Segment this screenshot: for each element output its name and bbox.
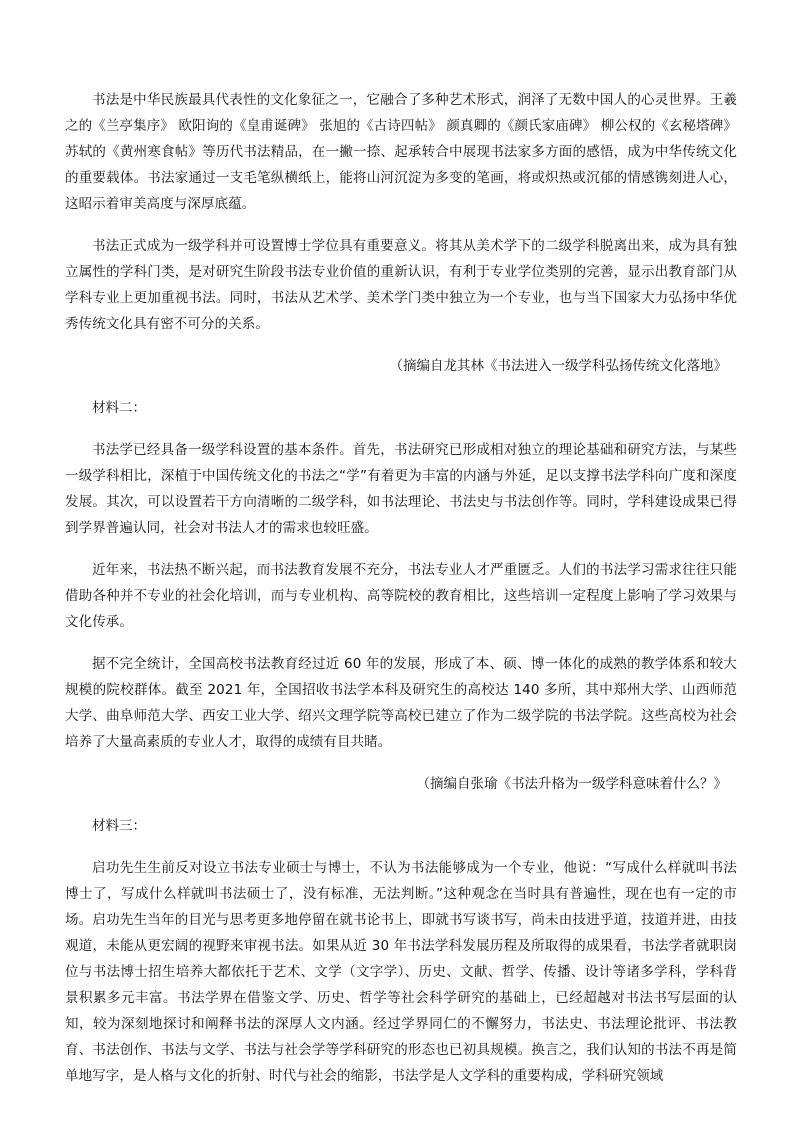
paragraph-5: 据不完全统计，全国高校书法教育经过近 60 年的发展，形成了本、硕、博一体化的成熟的教学体系和较大规模的院校群体。截至 2021 年，全国招收书法学本科及研究生的高校达 140 多所，其中郑州大学、山西师范大学、曲阜师范大学、西安工业大学、绍兴文理学院等高校已建立了作为二级学院的书法学院。这些高校为社会培养了大量高素质的专业人才，取得的成绩有目共睹。	[65, 656, 737, 750]
paragraph-6: 启功先生生前反对设立书法专业硕士与博士，不认为书法能够成为一个专业，他说：“写成什么样就叫书法博士了，写成什么样就叫书法硕士了，没有标准，无法判断。”这种观念在当时具有普遍性，现在也有一定的市场。启功先生当年的目光与思考更多地停留在就书论书上，即就书写谈书写，尚未由技进乎道，技道并进，由技观道，未能从更宏阔的视野来审视书法。如果从近 30 年书法学科发展历程及所取得的成果看，书法学者就职岗位与书法博士招生培养大都依托于艺术、文学（文字学）、历史、文献、哲学、传播、设计等诸多学科，学科背景积累多元丰富。书法学界在借鉴文学、历史、哲学等社会科学研究的基础上，已经超越对书法书写层面的认知，较为深刻地探讨和阐释书法的深厚人文内涵。经过学界同仁的不懈努力，书法史、书法理论批评、书法教育、书法创作、书法与文学、书法与社会学等学科研究的形态也已初具规模。换言之，我们认知的书法不再是简单地写字，是人格与文化的折射、时代与社会的缩影，书法学是人文学科的重要构成，学科研究领域	[65, 860, 737, 1084]
source-citation-2: （摘编自张瑜《书法升格为一级学科意味着什么？》	[416, 776, 727, 792]
material-3-heading: 材料三：	[92, 818, 146, 834]
paragraph-2: 书法正式成为一级学科并可设置博士学位具有重要意义。将其从美术学下的二级学科脱离出来，成为具有独立属性的学科门类，是对研究生阶段书法专业价值的重新认识，有利于专业学位类别的完善，显示出教育部门从学科专业上更加重视书法。同时，书法从艺术学、美术学门类中独立为一个专业，也与当下国家大力弘扬中华优秀传统文化具有密不可分的关系。	[65, 238, 737, 332]
source-citation-1: （摘编自龙其林《书法进入一级学科弘扬传统文化落地》	[389, 358, 727, 374]
article-body	[65, 87, 737, 1105]
paragraph-1: 书法是中华民族最具代表性的文化象征之一，它融合了多种艺术形式，润泽了无数中国人的心灵世界。王羲之的《兰亭集序》 欧阳询的《皇甫诞碑》 张旭的《古诗四帖》 颜真卿的《颜氏家庙碑》 柳公权的《玄秘塔碑》 苏轼的《黄州寒食帖》等历代书法精品，在一撇一捺、起承转合中展现书法家多方面的感悟，成为中华传统文化的重要载体。书法家通过一支毛笔纵横纸上，能将山河沉淀为多变的笔画，将或炽热或沉郁的情感镌刻进人心，这昭示着审美高度与深厚底蕴。	[65, 92, 737, 212]
material-2-heading: 材料二：	[92, 400, 146, 416]
paragraph-3: 书法学已经具备一级学科设置的基本条件。首先，书法研究已形成相对独立的理论基础和研究方法，与某些一级学科相比，深植于中国传统文化的书法之“学”有着更为丰富的内涵与外延，足以支撑书法学科向广度和深度发展。其次，可以设置若干方向清晰的二级学科，如书法理论、书法史与书法创作等。同时，学科建设成果已得到学界普遍认同，社会对书法人才的需求也较旺盛。	[65, 442, 737, 536]
paragraph-4: 近年来，书法热不断兴起，而书法教育发展不充分，书法专业人才严重匮乏。人们的书法学习需求往往只能借助各种并不专业的社会化培训，而与专业机构、高等院校的教育相比，这些培训一定程度上影响了学习效果与文化传承。	[65, 562, 737, 630]
